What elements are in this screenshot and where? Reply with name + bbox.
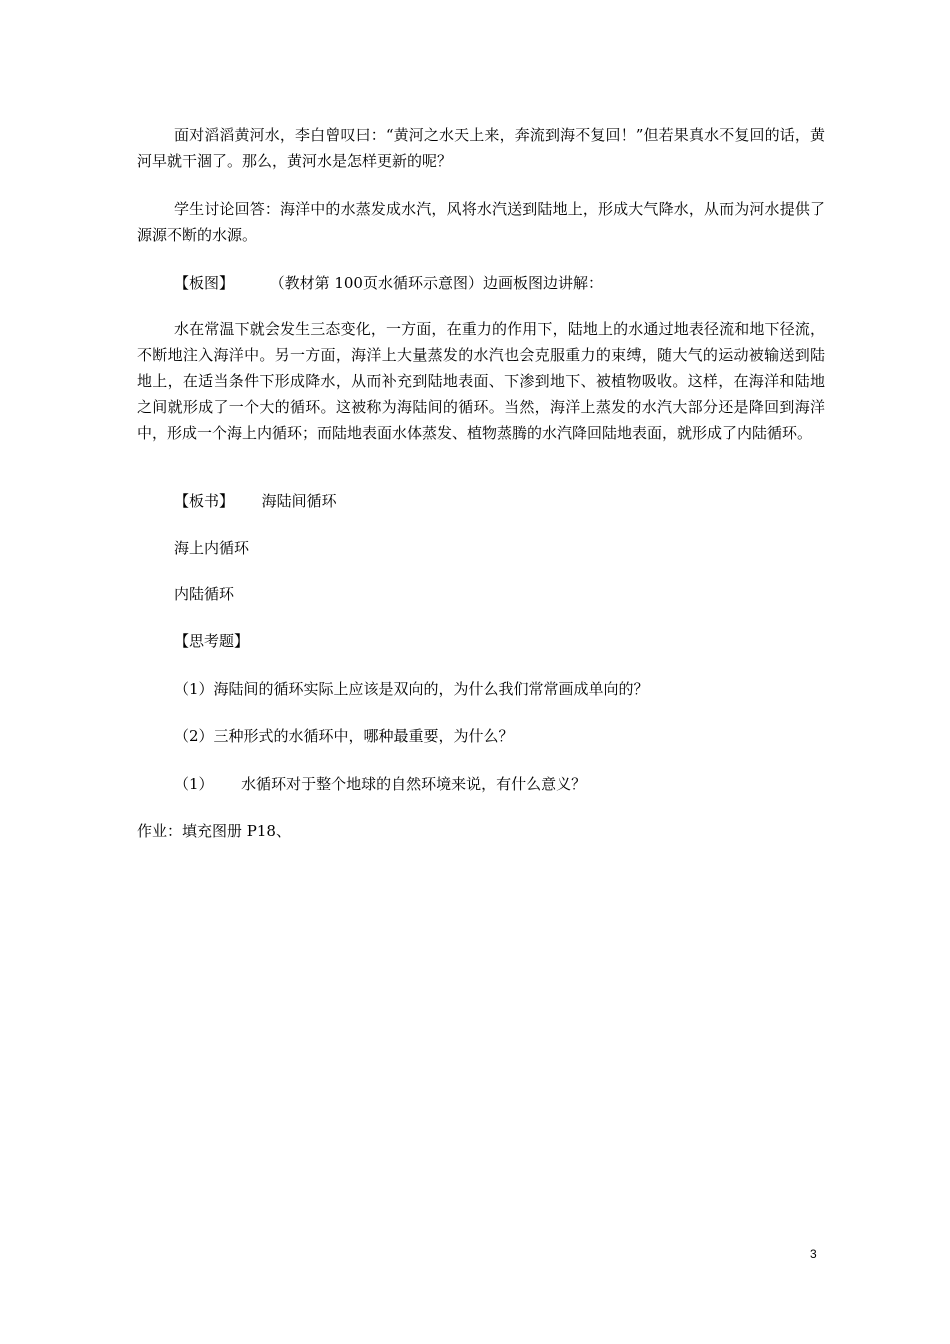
paragraph-li-bai-quote: 面对滔滔黄河水，李白曾叹曰：“黄河之水天上来，奔流到海不复回！”但若果真水不复回的话，黄河早就干涸了。那么，黄河水是怎样更新的呢？ (137, 126, 825, 170)
question-3-number: （1） (174, 775, 214, 793)
board-writing-line (174, 488, 337, 514)
question-2: （2）三种形式的水循环中，哪种最重要，为什么？ (174, 727, 514, 745)
questions-label: 【思考题】 (174, 632, 250, 650)
question-3-text: 水循环对于整个地球的自然环境来说，有什么意义？ (241, 775, 587, 793)
board-item-inland-cycle: 内陆循环 (174, 585, 235, 603)
board-item-sea-land-cycle: 海陆间循环 (261, 492, 337, 510)
board-item-ocean-cycle: 海上内循环 (174, 539, 250, 557)
board-diagram-label: 【板图】 (174, 274, 235, 292)
question-1: （1）海陆间的循环实际上应该是双向的，为什么我们常常画成单向的？ (174, 680, 649, 698)
board-diagram-line (174, 270, 603, 296)
paragraph-water-cycle-explanation: 水在常温下就会发生三态变化，一方面，在重力的作用下，陆地上的水通过地表径流和地下径流，不断地注入海洋中。另一方面，海洋上大量蒸发的水汽也会克服重力的束缚，随大气的运动被输送到陆地上，在适当条件下形成降水，从而补充到陆地表面、下渗到地下、被植物吸收。这样，在海洋和陆地之间就形成了一个大的循环。这被称为海陆间的循环。当然，海洋上蒸发的水汽大部分还是降回到海洋中，形成一个海上内循环；而陆地表面水体蒸发、植物蒸腾的水汽降回陆地表面，就形成了内陆循环。 (137, 320, 825, 442)
paragraph-student-answer: 学生讨论回答：海洋中的水蒸发成水汽，风将水汽送到陆地上，形成大气降水，从而为河水提供了源源不断的水源。 (137, 200, 825, 244)
page-number: 3 (810, 1247, 817, 1261)
homework-line: 作业：填充图册 P18、 (137, 822, 291, 840)
board-diagram-text: （教材第 100页水循环示意图）边画板图边讲解： (269, 274, 603, 292)
question-3 (174, 771, 586, 797)
board-writing-label: 【板书】 (174, 492, 235, 510)
